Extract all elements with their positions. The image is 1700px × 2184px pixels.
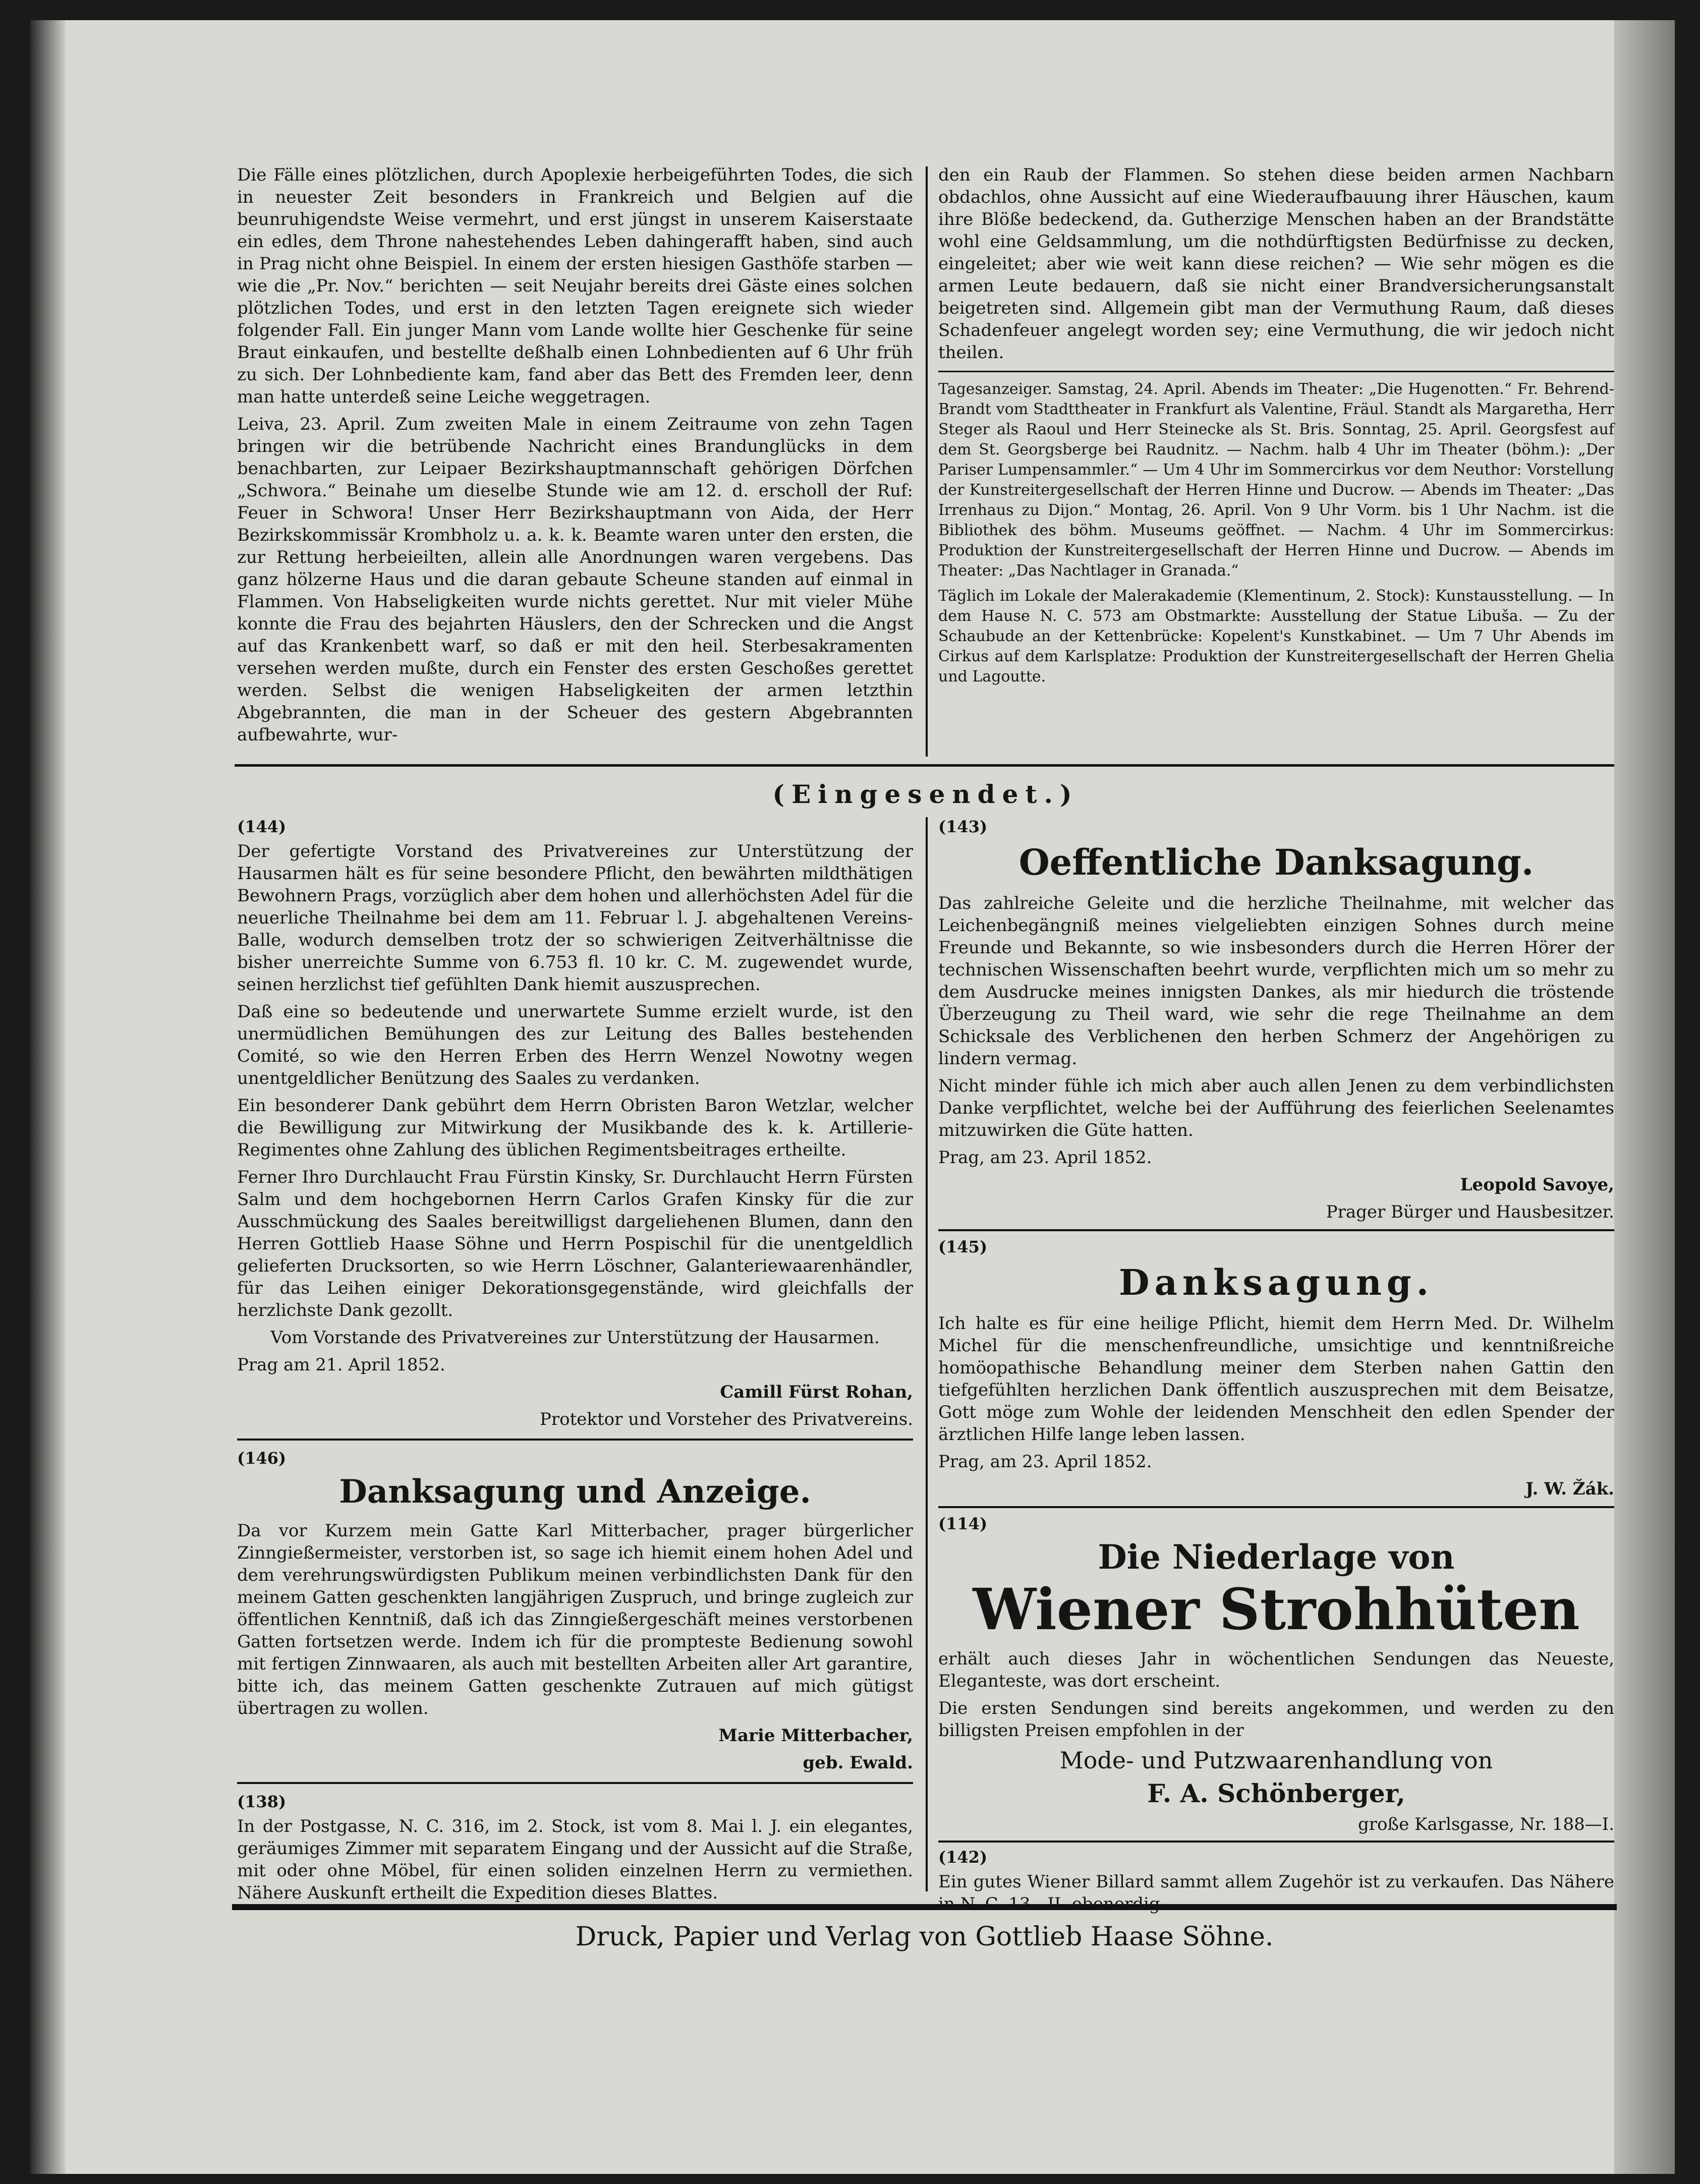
page-edge-shadow xyxy=(1614,20,1675,2174)
ad-number: (146) xyxy=(237,1449,287,1468)
column-divider-top xyxy=(926,166,928,757)
divider xyxy=(938,371,1614,372)
ad-114 xyxy=(938,1514,1614,1835)
ad-138 xyxy=(237,1792,913,1904)
ad-signature: Leopold Savoye, xyxy=(1460,1175,1614,1195)
ad-signature: Marie Mitterbacher, xyxy=(718,1726,913,1746)
ad-address: große Karlsgasse, Nr. 188—I. xyxy=(1357,1814,1614,1834)
ad-title: Die Niederlage von xyxy=(1098,1537,1455,1577)
ad-paragraph: Da vor Kurzem mein Gatte Karl Mitterbacher, prager bürgerlicher Zinngießermeister, verstorben ist, so sage ich hiemit einem hohen Adel und dem verehrungswürdigsten Publikum meinen verbindlichsten Dank für den meinem Gatten geschenkten langjährigen Zuspruch, und bringe zugleich zur öffentlichen Kenntniß, daß ich das Zinngießergeschäft meines verstorbenen Gatten fortsetzen werde. Indem ich für die prompteste Bedienung sowohl mit fertigen Zinnwaaren, als auch mit bestellten Arbeiten aller Art garantire, bitte ich, das meinem Gatten geschenkte Zutrauen auf mich gütigst übertragen zu wollen. xyxy=(237,1521,913,1718)
taeglich-listing: Täglich im Lokale der Malerakademie (Klementinum, 2. Stock): Kunstausstellung. — In dem Hause N. C. 573 am Obstmarkte: Ausstellung der Statue Libuša. — Zu der Schaubude an der Kettenbrücke: Kopelent's Kunstkabinet. — Um 7 Uhr Abends im Cirkus auf dem Karlsplatze: Produktion der Kunstreitergesellschaft der Herren Ghelia und Lagoutte. xyxy=(938,587,1614,685)
ad-signature-title: Protektor und Vorsteher des Privatvereins. xyxy=(539,1409,913,1429)
ad-title: Oeffentliche Danksagung. xyxy=(1018,841,1534,883)
tagesanzeiger: Tagesanzeiger. Samstag, 24. April. Abends im Theater: „Die Hugenotten.“ Fr. Behrend-Brandt vom Stadttheater in Frankfurt als Valentine, Fräul. Standt als Margaretha, Herr Steger als Raoul und Herr Steinecke als St. Bris. Sonntag, 25. April. Georgsfest auf dem St. Georgsberge bei Raudnitz. — Nachm. halb 4 Uhr im Theater (böhm.): „Der Pariser Lumpensammler.“ — Um 4 Uhr im Sommercirkus vor dem Neuthor: Vorstellung der Kunstreitergesellschaft der Herren Hinne und Ducrow. — Abends im Theater: „Das Irrenhaus zu Dijon.“ Montag, 26. April. Von 9 Uhr Vorm. bis 1 Uhr Nachm. ist die Bibliothek des böhm. Museums geöffnet. — Nachm. 4 Uhr im Sommercirkus: Produktion der Kunstreitergesellschaft der Herren Hinne und Ducrow. — Abends im Theater: „Das Nachtlager in Granada.“ xyxy=(938,380,1614,580)
ad-143 xyxy=(938,817,1614,1223)
news-column-right xyxy=(938,164,1614,692)
ad-date: Prag am 21. April 1852. xyxy=(237,1355,445,1375)
ad-number: (114) xyxy=(938,1514,988,1533)
imprint: Druck, Papier und Verlag von Gottlieb Haase Söhne. xyxy=(575,1922,1274,1952)
ad-paragraph: In der Postgasse, N. C. 316, im 2. Stock, ist vom 8. Mai l. J. ein elegantes, geräumiges Zimmer mit separatem Eingang und der Aussicht auf die Straße, mit oder ohne Möbel, für einen soliden einzelnen Herrn zu vermiethen. Nähere Auskunft ertheilt die Expedition dieses Blattes. xyxy=(237,1816,913,1903)
ad-date: Prag, am 23. April 1852. xyxy=(938,1147,1152,1168)
ad-146 xyxy=(237,1449,913,1774)
section-rule xyxy=(235,764,1614,767)
ad-number: (138) xyxy=(237,1792,287,1811)
ad-shop-name: Mode- und Putzwaarenhandlung von xyxy=(1059,1747,1493,1774)
column-divider-bottom xyxy=(926,817,928,1891)
ad-title-large: Wiener Strohhüten xyxy=(973,1577,1580,1643)
newspaper-page xyxy=(30,20,1675,2174)
ad-owner: F. A. Schönberger, xyxy=(1147,1778,1405,1808)
ad-paragraph: Ein besonderer Dank gebührt dem Herrn Obristen Baron Wetzlar, welcher die Bewilligung zur Mitwirkung der Musikbande des k. k. Artillerie-Regimentes ohne Zahlung des üblichen Regimentsbeitrages ertheilte. xyxy=(237,1096,913,1160)
ad-signature: Camill Fürst Rohan, xyxy=(720,1382,913,1402)
ad-number: (144) xyxy=(237,817,287,836)
news-column-left xyxy=(237,164,913,751)
divider xyxy=(938,1841,1614,1843)
footer-rule xyxy=(232,1904,1617,1910)
news-apoplexy: Die Fälle eines plötzlichen, durch Apoplexie herbeigeführten Todes, die sich in neuester Zeit besonders in Frankreich und Belgien auf die beunruhigendste Weise vermehrt, und erst jüngst in unserem Kaiserstaate ein edles, dem Throne nahestehendes Leben dahingerafft haben, sind auch in Prag nicht ohne Beispiel. In einem der ersten hiesigen Gasthöfe starben — wie die „Pr. Nov.“ berichten — seit Neujahr bereits drei Gäste eines solchen plötzlichen Todes, und erst in den letzten Tagen ereignete sich wieder folgender Fall. Ein junger Mann vom Lande wollte hier Geschenke für seine Braut einkaufen, und bestellte deßhalb einen Lohnbedienten auf 6 Uhr früh zu sich. Der Lohnbediente kam, fand aber das Bett des Fremden leer, denn man hatte unterdeß seine Leiche weggetragen. xyxy=(237,165,913,407)
ad-paragraph: Das zahlreiche Geleite und die herzliche Theilnahme, mit welcher das Leichenbegängniß meines vielgeliebten einzigen Sohnes durch meine Freunde und Bekannte, so wie insbesonders durch die Herren Hörer der technischen Wissenschaften beehrt wurde, verpflichten mich um so mehr zu dem Ausdrucke meines innigsten Dankes, als mir hiedurch die tröstende Überzeugung zu Theil ward, wie sehr die rege Theilnahme an dem Schicksale des Verblichenen den herben Schmerz der Angehörigen zu lindern vermag. xyxy=(938,893,1614,1069)
ad-number: (142) xyxy=(938,1848,988,1867)
ad-paragraph: Ein gutes Wiener Billard sammt allem Zugehör ist zu verkaufen. Das Nähere xyxy=(938,1872,1614,1892)
ad-paragraph: Nicht minder fühle ich mich aber auch allen Jenen zu dem verbindlichsten Danke verpflichtet, welche bei der Aufführung des feierlichen Seelenamtes mitzuwirken die Güte hatten. xyxy=(938,1076,1614,1140)
ad-paragraph: Ich halte es für eine heilige Pflicht, hiemit dem Herrn Med. Dr. Wilhelm Michel für die menschenfreundliche, umsichtige und kenntnißreiche homöopathische Behandlung meiner dem Sterben nahen Gattin den tiefgefühlten herzlichen Dank öffentlich auszusprechen mit dem Beisatze, Gott möge zum Wohle der leidenden Menschheit den edlen Spender der ärztlichen Hilfe lange leben lassen. xyxy=(938,1313,1614,1445)
divider xyxy=(938,1506,1614,1508)
ad-number: (143) xyxy=(938,817,988,836)
eingesendet-heading: (Eingesendet.) xyxy=(772,779,1079,809)
ad-paragraph: Vom Vorstande des Privatvereines zur Unterstützung der Hausarmen. xyxy=(270,1328,880,1348)
ad-number: (145) xyxy=(938,1237,988,1256)
ad-title: Danksagung. xyxy=(1118,1261,1434,1303)
book-spine-shadow xyxy=(30,20,66,2174)
divider xyxy=(237,1782,913,1784)
ad-145 xyxy=(938,1237,1614,1500)
ads-column-left xyxy=(237,817,913,1909)
ad-144 xyxy=(237,817,913,1430)
ad-paragraph: Die ersten Sendungen sind bereits angekommen, und werden zu den billigsten Preisen empfohlen in der xyxy=(938,1698,1614,1741)
ad-paragraph: erhält auch dieses Jahr in wöchentlichen Sendungen das Neueste, Eleganteste, was dort erscheint. xyxy=(938,1649,1614,1691)
ad-signature: J. W. Žák. xyxy=(1525,1479,1614,1499)
ad-title: Danksagung und Anzeige. xyxy=(339,1473,811,1511)
ad-paragraph: Ferner Ihro Durchlaucht Frau Fürstin Kinsky, Sr. Durchlaucht Herrn Fürsten Salm und dem hochgebornen Herrn Carlos Grafen Kinsky für die zur Ausschmückung des Saales bereitwilligst dargeliehenen Blumen, dann den Herren Gottlieb Haase Söhne und Herrn Pospischil für die unentgeldlich gelieferten Drucksorten, so wie Herrn Löschner, Galanteriewaarenhändler, für das Leihen einiger Dekorationsgegenstände, wird gleichfalls der herzlichste Dank gezollt. xyxy=(237,1167,913,1320)
ad-paragraph: Daß eine so bedeutende und unerwartete Summe erzielt wurde, ist den unermüdlichen Bemühungen des zur Leitung des Balles bestehenden Comité, so wie den Herren Erben des Herrn Wenzel Nowotny wegen unentgeldlicher Benützung des Saales zu verdanken. xyxy=(237,1002,913,1088)
ad-signature-maiden: geb. Ewald. xyxy=(803,1753,913,1773)
divider xyxy=(237,1439,913,1441)
divider xyxy=(938,1229,1614,1231)
ads-column-right xyxy=(938,817,1614,1920)
news-leiva-fire: Leiva, 23. April. Zum zweiten Male in einem Zeitraume von zehn Tagen bringen wir die betrübende Nachricht eines Brandunglücks in dem benachbarten, zur Leipaer Bezirkshauptmannschaft gehörigen Dörfchen „Schwora.“ Beinahe um dieselbe Stunde wie am 12. d. erscholl der Ruf: Feuer in Schwora! Unser Herr Bezirkshauptmann von Aida, der Herr Bezirkskommissär Krombholz u. a. k. k. Beamte waren unter den ersten, die zur Rettung herbeieilten, allein alle Anordnungen waren vergebens. Das ganz hölzerne Haus und die daran gebaute Scheune standen auf einmal in Flammen. Von Habseligkeiten wurde nichts gerettet. Nur mit vieler Mühe konnte die Frau des bejahrten Häuslers, den der Schrecken und die Angst auf das Krankenbett warf, so daß er mit den heil. Sterbesakramenten versehen werden mußte, durch ein Fenster des ersten Geschoßes gerettet werden. Selbst die wenigen Habseligkeiten der armen letzthin Abgebrannten, die man in der Scheuer des gestern Abgebrannten aufbewahrte, wur- xyxy=(237,414,913,745)
ad-signature-title: Prager Bürger und Hausbesitzer. xyxy=(1326,1202,1614,1222)
ad-date: Prag, am 23. April 1852. xyxy=(938,1452,1152,1472)
ad-paragraph: Der gefertigte Vorstand des Privatvereines zur Unterstützung der Hausarmen hält es für seine besondere Pflicht, den bewährten mildthätigen Bewohnern Prags, vorzüglich aber dem hohen und allerhöchsten Adel für die neuerliche Theilnahme bei dem am 11. Februar l. J. abgehaltenen Vereins-Balle, wodurch demselben trotz der so schwierigen Zeitverhältnisse die bisher unerreichte Summe von 6.753 fl. 10 kr. C. M. zugewendet wurde, seinen herzlichst tief gefühlten Dank hiemit auszusprechen. xyxy=(237,841,913,995)
news-fire-continued: den ein Raub der Flammen. So stehen diese beiden armen Nachbarn obdachlos, ohne Aussicht auf eine Wiederaufbauung ihrer Häuschen, kaum ihre Blöße bedeckend, da. Gutherzige Menschen haben an der Brandstätte wohl eine Geldsammlung, um die nothdürftigsten Bedürfnisse zu decken, eingeleitet; aber wie weit kann diese reichen? — Wie sehr mögen es die armen Leute bedauern, daß sie nicht einer Brandversicherungsanstalt beigetreten sind. Allgemein gibt man der Vermuthung Raum, daß dieses Schadenfeuer angelegt worden sey; eine Vermuthung, die wir jedoch nicht theilen. xyxy=(938,165,1614,363)
